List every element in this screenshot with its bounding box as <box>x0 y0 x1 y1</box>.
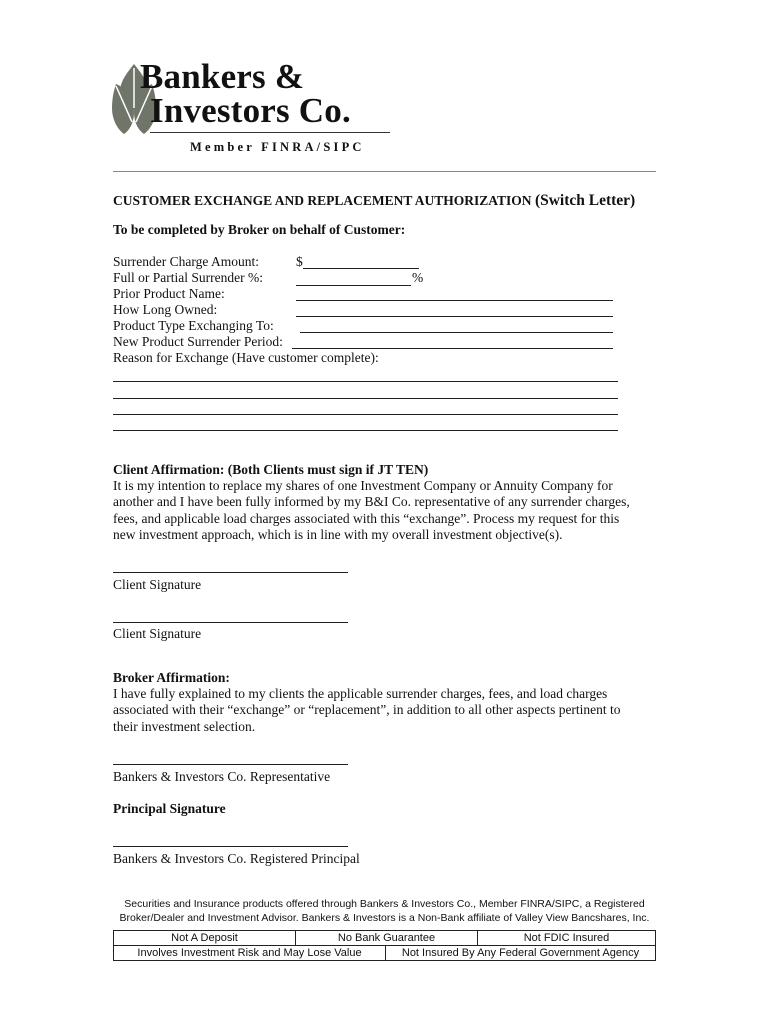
prior-product-label: Prior Product Name: <box>113 286 225 301</box>
form-title-suffix: (Switch Letter) <box>534 192 636 209</box>
principal-signature-caption: Bankers & Investors Co. Registered Principal <box>113 851 360 866</box>
not-fdic-insured: Not FDIC Insured <box>523 932 610 944</box>
disclaimer-table <box>113 930 656 961</box>
disclaimer-row-2 <box>113 946 656 961</box>
header-divider <box>113 171 656 172</box>
reason-line-2[interactable] <box>113 398 618 399</box>
how-long-owned-input[interactable] <box>296 316 613 317</box>
broker-signature-line[interactable] <box>113 764 348 765</box>
principal-signature-heading: Principal Signature <box>113 801 226 816</box>
form-subtitle: To be completed by Broker on behalf of Customer: <box>113 222 406 237</box>
not-a-deposit: Not A Deposit <box>114 931 296 945</box>
new-surrender-period-input[interactable] <box>292 348 613 349</box>
client-affirmation-body: It is my intention to replace my shares of one Investment Company or Annuity Company for another and I have been fully informed by my B&I Co. representative of any surrender charges, fees, and applicable load charges associated with this “exchange”. Process my request for this new investment approach, which is in line with my overall investment objective(s). <box>113 478 630 542</box>
footer-disclosure: Securities and Insurance products offered through Bankers & Investors Co., Member FINRA/SIPC, a Registered Broker/Dealer and Investment Advisor. Bankers & Investors is a Non-Bank affiliate of Valley View Bancshares, Inc. <box>119 898 650 924</box>
not-insured-federal: Not Insured By Any Federal Government Agency <box>401 947 640 959</box>
surrender-charge-label: Surrender Charge Amount: <box>113 254 259 269</box>
disclaimer-row-1 <box>113 930 656 946</box>
reason-line-1[interactable] <box>113 381 618 382</box>
product-type-label: Product Type Exchanging To: <box>113 318 274 333</box>
principal-signature-line[interactable] <box>113 846 348 847</box>
no-bank-guarantee: No Bank Guarantee <box>296 931 478 945</box>
broker-signature-caption: Bankers & Investors Co. Representative <box>113 769 331 784</box>
client-signature-line-1[interactable] <box>113 572 348 573</box>
brand-underline <box>150 132 390 133</box>
client-signature-caption-1: Client Signature <box>113 577 202 592</box>
partial-surrender-label: Full or Partial Surrender %: <box>113 270 263 285</box>
prior-product-input[interactable] <box>296 300 613 301</box>
new-surrender-period-label: New Product Surrender Period: <box>113 334 283 349</box>
surrender-charge-dollar: $ <box>296 254 303 269</box>
client-affirmation-heading: Client Affirmation: (Both Clients must sign if JT TEN) <box>113 462 429 477</box>
product-type-input[interactable] <box>300 332 613 333</box>
broker-affirmation-body: I have fully explained to my clients the applicable surrender charges, fees, and load charges associated with their “exchange” or “replacement”, in addition to all other aspects pertinent to their investment selection. <box>113 686 621 734</box>
how-long-owned-label: How Long Owned: <box>113 302 218 317</box>
brand-name-line2: Investors Co. <box>150 91 351 130</box>
client-signature-caption-2: Client Signature <box>113 626 202 641</box>
reason-line-4[interactable] <box>113 430 618 431</box>
reason-line-3[interactable] <box>113 414 618 415</box>
surrender-charge-input[interactable] <box>303 268 419 269</box>
client-signature-line-2[interactable] <box>113 622 348 623</box>
form-title <box>113 192 635 210</box>
investment-risk: Involves Investment Risk and May Lose Value <box>114 946 386 960</box>
member-finra-sipc: Member FINRA/SIPC <box>190 140 365 154</box>
form-title-main: CUSTOMER EXCHANGE AND REPLACEMENT AUTHORIZATION <box>113 193 532 208</box>
reason-label: Reason for Exchange (Have customer complete): <box>113 350 379 365</box>
broker-affirmation-heading: Broker Affirmation: <box>113 670 230 685</box>
partial-surrender-input[interactable] <box>296 285 411 286</box>
partial-surrender-percent: % <box>412 270 424 285</box>
brand-name-line1: Bankers & <box>140 57 305 96</box>
